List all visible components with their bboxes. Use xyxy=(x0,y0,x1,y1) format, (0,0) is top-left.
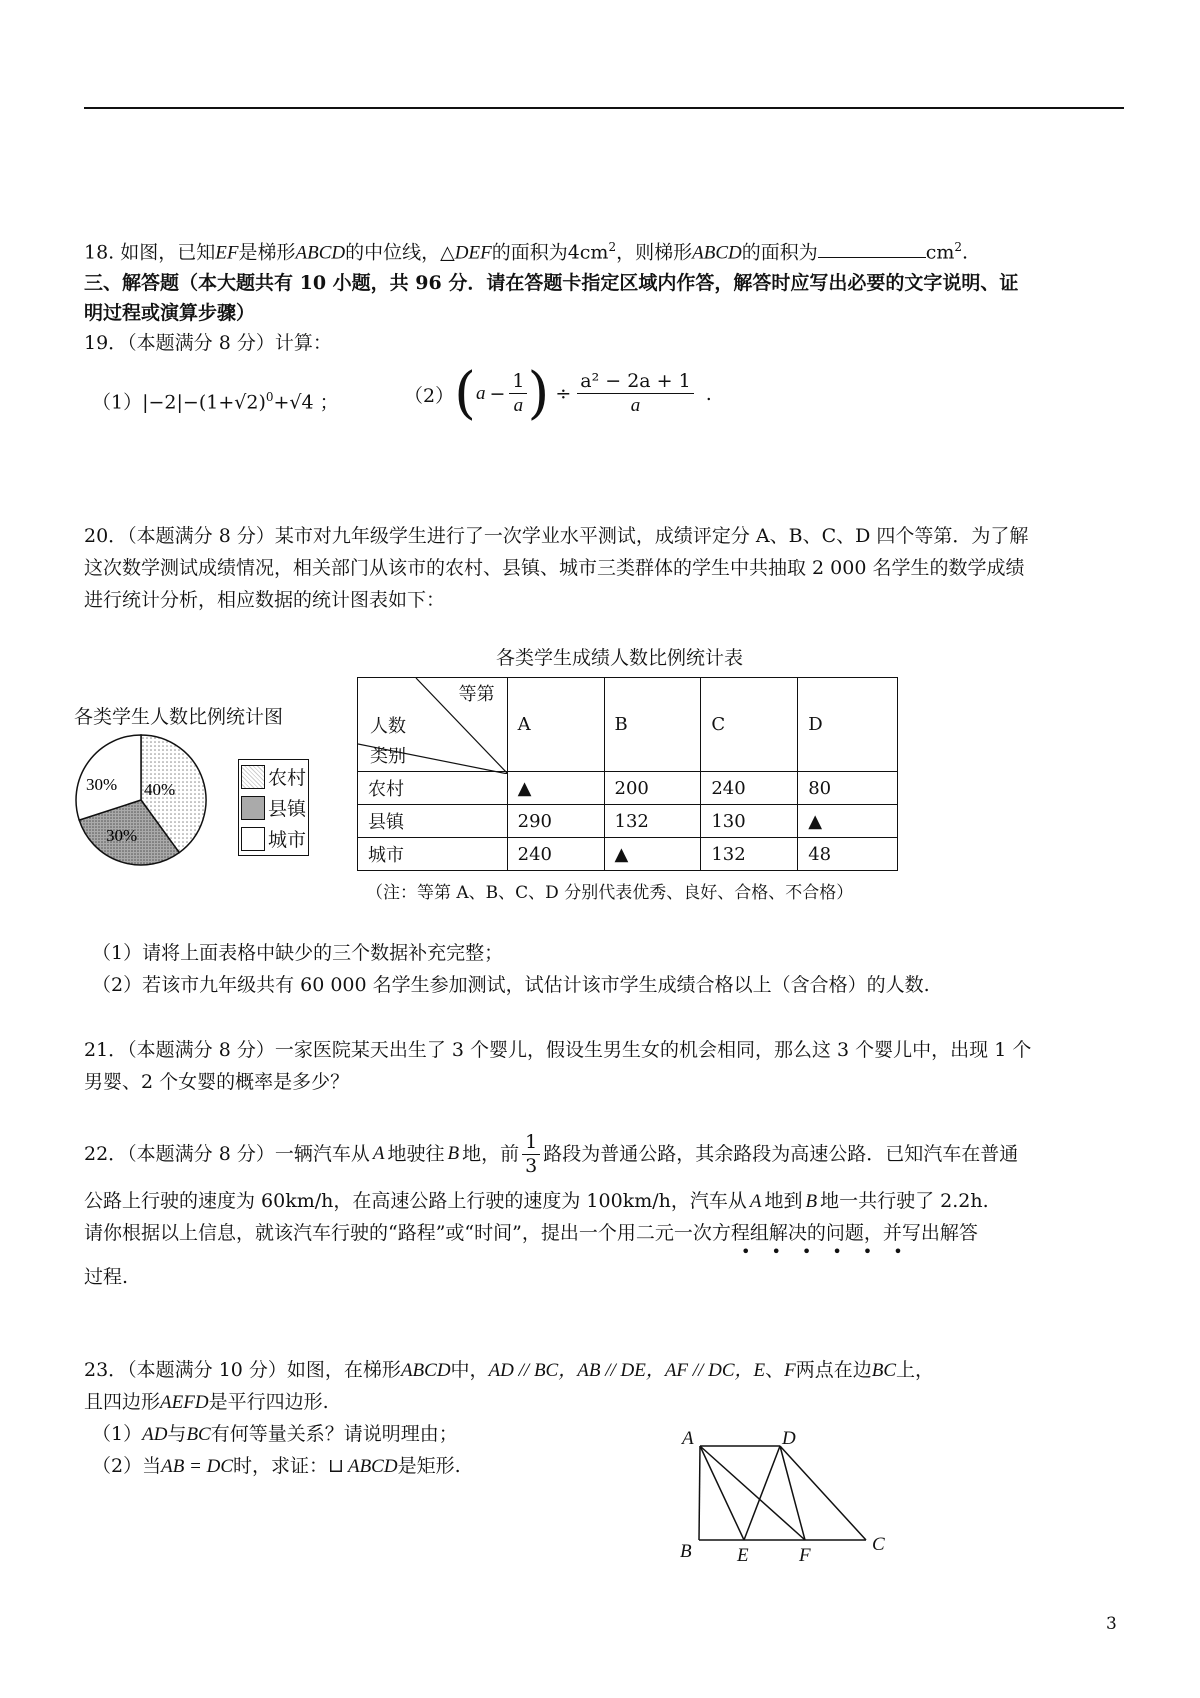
header-rule xyxy=(84,107,1124,109)
question-20-sub2: （2）若该市九年级共有 60 000 名学生参加测试，试估计该市学生成绩合格以上（含合格）的人数. xyxy=(92,974,930,996)
table-cell: ▲ xyxy=(507,772,604,805)
segment-af xyxy=(700,1446,805,1540)
legend-item-city: 城市 xyxy=(241,823,306,854)
pie-label-county: 30% xyxy=(106,826,138,845)
fraction-1-over-a: $\frac{1}{a}$ xyxy=(509,370,527,418)
table-cell: 130 xyxy=(701,805,798,838)
legend-swatch-city xyxy=(241,827,265,851)
table-note: （注：等第 A、B、C、D 分别代表优秀、良好、合格、不合格） xyxy=(366,883,854,903)
legend-item-county: 县镇 xyxy=(241,792,306,823)
question-23-line1: 23．（本题满分 10 分）如图，在梯形ABCD中，AD // BC，AB // DE，AF // DC，E、F两点在边BC上， xyxy=(84,1359,935,1381)
question-18: 18. 如图，已知EF是梯形ABCD的中位线，△DEF的面积为$4cm^2$，则梯形ABCD的面积为 $cm^2$. xyxy=(84,232,968,268)
question-20-line1: 20．（本题满分 8 分）某市对九年级学生进行了一次学业水平测试，成绩评定分 A、B、C、D 四个等第．为了解 xyxy=(84,525,1029,547)
question-22-line4: 过程. xyxy=(84,1266,129,1288)
segment-de xyxy=(744,1446,780,1540)
pie-chart-title: 各类学生人数比例统计图 xyxy=(74,706,284,728)
question-21-line2: 男婴、2 个女婴的概率是多少？ xyxy=(84,1071,350,1093)
section-3-heading-cont: 明过程或演算步骤） xyxy=(84,302,256,324)
question-23-line2: 且四边形AEFD是平行四边形. xyxy=(84,1391,329,1413)
page-number: 3 xyxy=(1106,1614,1117,1634)
table-row xyxy=(358,838,898,871)
table-row xyxy=(358,805,898,838)
question-23-sub2: （2）当AB = DC时，求证：⊔ ABCD是矩形. xyxy=(92,1455,461,1477)
table-title: 各类学生成绩人数比例统计表 xyxy=(496,647,744,669)
table-cell: 290 xyxy=(507,805,604,838)
segment-ae xyxy=(700,1446,744,1540)
pie-label-city: 30% xyxy=(86,775,118,794)
right-paren: ) xyxy=(527,361,550,426)
table-cell: ▲ xyxy=(604,838,701,871)
question-20-sub1: （1）请将上面表格中缺少的三个数据补充完整； xyxy=(92,942,504,964)
question-19-part1: $(1)|-2|-(1+√2)^0+√4$ ； xyxy=(92,390,339,414)
question-20-line2: 这次数学测试成绩情况，相关部门从该市的农村、县镇、城市三类群体的学生中共抽取 2 000 名学生的数学成绩 xyxy=(84,557,1025,579)
answer-blank[interactable] xyxy=(818,237,926,258)
question-23-sub1: （1）AD与BC有何等量关系？请说明理由； xyxy=(92,1423,458,1445)
edge-ab xyxy=(699,1446,700,1540)
table-cell: 132 xyxy=(701,838,798,871)
trapezoid-figure xyxy=(660,1430,910,1565)
column-header-a: A xyxy=(507,678,604,772)
vertex-label-b: B xyxy=(680,1541,692,1562)
question-22-line1: 22．（本题满分 8 分）一辆汽车从 A 地驶往 B 地，前 $\frac{1}{3}$ 路段为普通公路，其余路段为高速公路．已知汽车在普通 xyxy=(84,1131,1019,1177)
row-label-rural: 农村 xyxy=(358,772,508,805)
column-header-d: D xyxy=(798,678,898,772)
legend-item-rural: 农村 xyxy=(241,761,306,792)
vertex-label-e: E xyxy=(737,1545,749,1565)
table-cell: 48 xyxy=(798,838,898,871)
question-19-part2: （2） ( a − $\frac{1}{a}$ ) ÷ $\frac{\text{a² − 2a + 1}}{a}$ . xyxy=(404,361,712,426)
column-header-b: B xyxy=(604,678,701,772)
legend-swatch-county xyxy=(241,796,265,820)
vertex-label-d: D xyxy=(782,1430,796,1449)
question-22-line3: 请你根据以上信息，就该汽车行驶的“路程”或“时间”，提出一个用二元一次方程组解决的问题，并写出解答 xyxy=(84,1222,978,1244)
vertex-label-a: A xyxy=(682,1430,694,1449)
legend-swatch-rural xyxy=(241,765,265,789)
pie-legend xyxy=(238,759,309,856)
pie-label-rural: 40% xyxy=(144,780,176,799)
table-cell: 80 xyxy=(798,772,898,805)
column-header-c: C xyxy=(701,678,798,772)
header-category-label: 类别 xyxy=(370,746,406,767)
table-header-row xyxy=(358,678,898,772)
fraction-one-third: $\frac{1}{3}$ xyxy=(522,1131,540,1178)
question-20-line3: 进行统计分析，相应数据的统计图表如下： xyxy=(84,589,446,611)
pie-chart xyxy=(74,733,208,867)
table-cell: ▲ xyxy=(798,805,898,838)
question-22-line2: 公路上行驶的速度为 60km/h，在高速公路上行驶的速度为 100km/h，汽车从 A 地到 B 地一共行驶了 2.2h. xyxy=(84,1190,989,1212)
grade-table xyxy=(357,677,898,871)
table-cell: 240 xyxy=(507,838,604,871)
table-cell: 240 xyxy=(701,772,798,805)
row-label-city: 城市 xyxy=(358,838,508,871)
table-row xyxy=(358,772,898,805)
left-paren: ( xyxy=(454,361,476,426)
vertex-label-c: C xyxy=(872,1534,885,1555)
diagonal-header-cell xyxy=(358,678,508,772)
header-grade-label: 等第 xyxy=(458,684,495,705)
fraction-quadratic: $\frac{\text{a² − 2a + 1}}{a}$ xyxy=(577,370,693,418)
row-label-county: 县镇 xyxy=(358,805,508,838)
question-19-head: 19．（本题满分 8 分）计算： xyxy=(84,332,332,354)
header-people-label: 人数 xyxy=(370,716,406,737)
section-3-heading: 三、解答题（本大题共有 10 小题，共 96 分．请在答题卡指定区域内作答，解答时应写出必要的文字说明、证 xyxy=(84,272,1019,294)
emphasis-dots: •••••• xyxy=(741,1242,924,1261)
table-cell: 200 xyxy=(604,772,701,805)
table-cell: 132 xyxy=(604,805,701,838)
question-21-line1: 21．（本题满分 8 分）一家医院某天出生了 3 个婴儿，假设生男生女的机会相同，那么这 3 个婴儿中，出现 1 个 xyxy=(84,1039,1032,1061)
vertex-label-f: F xyxy=(799,1545,811,1565)
